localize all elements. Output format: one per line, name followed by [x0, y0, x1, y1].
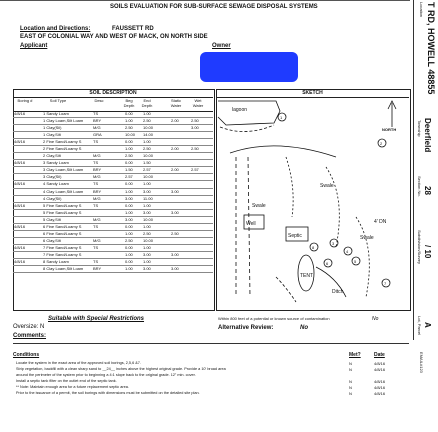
- cell-type: 5 Fine Sand/Loamy S: [43, 202, 82, 208]
- cell-beg: 1.50: [125, 167, 133, 173]
- table-row: [13, 146, 213, 153]
- cell-type: 1 Clay(Sil): [43, 125, 62, 131]
- boring-2: 2: [380, 141, 383, 146]
- cell-beg: 2.57: [125, 174, 133, 180]
- margin-rule: [413, 0, 414, 340]
- cell-beg: 0.00: [125, 181, 133, 187]
- bottom-rule: [13, 343, 409, 344]
- condition-date: 4/8/16: [374, 367, 386, 372]
- oversize-field: Oversize: N: [13, 324, 45, 330]
- condition-met: N: [349, 379, 352, 384]
- cell-end: 3.00: [143, 188, 151, 194]
- cell-beg: 0.00: [125, 223, 133, 229]
- cell-type: 4 Clay(Sil): [43, 195, 62, 201]
- cell-sw: 3.00: [171, 188, 179, 194]
- cell-beg: 1.00: [125, 188, 133, 194]
- cell-beg: 0.00: [125, 258, 133, 264]
- condition-date: 4/8/16: [374, 391, 386, 396]
- margin-township: Deerfield: [423, 118, 432, 153]
- table-row: [13, 174, 213, 181]
- table-row: [13, 125, 213, 132]
- cell-desc: M/G: [93, 153, 101, 159]
- cell-desc: BRY: [93, 167, 102, 173]
- boring-5: 5: [354, 259, 357, 264]
- contamination-value: No: [372, 316, 379, 322]
- cell-type: 8 Clay Loam,Silt Loam: [43, 266, 83, 272]
- table-row: [13, 217, 213, 224]
- cell-type: 7 Fine Sand/Loamy S: [43, 251, 82, 257]
- condition-met: N: [349, 391, 352, 396]
- condition-met: N: [349, 385, 352, 390]
- boring-8: 8: [312, 245, 315, 250]
- sketch-label-4dn: 4' DN: [374, 219, 387, 225]
- table-row: [13, 160, 213, 167]
- redaction-mark: [200, 52, 298, 82]
- condition-text: Install a septic tank filter on the outlet end of the septic tank.: [16, 379, 117, 383]
- cell-end: 10.00: [143, 174, 154, 180]
- cell-type: 5 Clay,Silt: [43, 216, 61, 222]
- cell-type: 3 Clay Loam,Silt Loam: [43, 167, 83, 173]
- cell-type: 4 Sandy Loam: [43, 181, 69, 187]
- col-wet-water: Wet Water: [192, 98, 204, 108]
- margin-lot: A: [423, 322, 432, 328]
- margin-road: T RD, HOWELL 48855: [426, 2, 436, 95]
- cell-end: 10.00: [143, 216, 154, 222]
- cell-desc: TS: [93, 139, 99, 145]
- cell-beg: 10.00: [125, 132, 136, 138]
- table-row: [13, 181, 213, 188]
- cell-bor: 4/8/16: [14, 223, 26, 229]
- cell-beg: 1.00: [125, 118, 133, 124]
- cell-beg: 1.00: [125, 230, 133, 236]
- cell-end: 2.50: [143, 146, 151, 152]
- boring-1: 1: [280, 115, 283, 120]
- cell-end: 3.00: [143, 209, 151, 215]
- cell-beg: 1.00: [125, 266, 133, 272]
- cell-desc: BRY: [93, 188, 102, 194]
- cell-end: 1.00: [143, 223, 151, 229]
- alternative-review-label: Alternative Review:: [218, 325, 274, 331]
- cell-end: 1.00: [143, 181, 151, 187]
- condition-date: 4/8/16: [374, 379, 386, 384]
- suitability-result: Suitable with Special Restrictions: [48, 316, 145, 322]
- cell-end: 2.57: [143, 167, 151, 173]
- comments-label: Comments:: [13, 333, 47, 339]
- form-title: SOILS EVALUATION FOR SUB-SURFACE SEWAGE DISPOSAL SYSTEMS: [110, 4, 318, 10]
- condition-date: 4/8/16: [374, 361, 386, 366]
- sketch-label-swale-3: Swale: [360, 235, 374, 241]
- table-row: [13, 139, 213, 146]
- cell-desc: BRY: [93, 118, 102, 124]
- boring-3: 3: [332, 241, 335, 246]
- table-row: [13, 132, 213, 139]
- cell-end: 2.50: [143, 230, 151, 236]
- cell-desc: M/G: [93, 237, 101, 243]
- location-label: Location and Directions:: [20, 26, 91, 32]
- cell-bor: 4/8/16: [14, 244, 26, 250]
- col-static-water: Static Water: [170, 98, 182, 108]
- cell-type: 1 Clay Loam,Silt Loam: [43, 118, 83, 124]
- soil-column-headers: [13, 97, 213, 112]
- cell-beg: 0.00: [125, 111, 133, 116]
- table-row: [13, 245, 213, 252]
- soil-rows: [13, 111, 213, 273]
- north-label: NORTH: [382, 127, 397, 132]
- boring-4: 4: [346, 249, 349, 254]
- cell-beg: 0.00: [125, 244, 133, 250]
- met-header: Met?: [349, 352, 361, 358]
- boring-7: 7: [384, 281, 387, 286]
- condition-met: N: [349, 361, 352, 366]
- cell-end: 10.00: [143, 125, 154, 131]
- cell-end: 1.00: [143, 244, 151, 250]
- cell-desc: M/G: [93, 216, 101, 222]
- alternative-review-value: No: [300, 325, 308, 331]
- table-row: [13, 238, 213, 245]
- sketch-label-swale-2: Swale: [320, 183, 334, 189]
- condition-text: Prior to the issuance of a permit, the soil borings with dimensions must be submitted on the detailed site plan.: [16, 391, 200, 395]
- cell-ww: 3.00: [191, 125, 199, 131]
- cell-ww: 2.57: [191, 167, 199, 173]
- boring-6: 6: [326, 261, 329, 266]
- table-row: [13, 231, 213, 238]
- col-beg: Beg Depth: [123, 98, 135, 108]
- cell-sw: 2.50: [171, 230, 179, 236]
- cell-type: 2 Fine Sand/Loamy S: [43, 139, 82, 145]
- cell-type: 6 Clay,Silt: [43, 237, 61, 243]
- margin-lot-label: Lot, Parcel: [417, 316, 422, 336]
- cell-beg: 1.00: [125, 146, 133, 152]
- cell-desc: BRY: [93, 266, 102, 272]
- lagoon-outline: [218, 101, 280, 125]
- cell-bor: 4/8/16: [14, 258, 26, 264]
- cell-bor: 4/8/16: [14, 111, 26, 116]
- contamination-label: Within 800 feet of a potential or known source of contamination: [218, 316, 330, 321]
- sketch-label-ditch: Ditch: [332, 289, 344, 295]
- sketch-label-well: Well: [246, 221, 256, 227]
- cell-end: 1.00: [143, 139, 151, 145]
- sketch-label-septic: Septic: [288, 233, 302, 239]
- cell-sw: 3.00: [171, 251, 179, 257]
- condition-met: N: [349, 367, 352, 372]
- cell-ww: 2.50: [191, 118, 199, 124]
- col-boring: Boring #: [17, 98, 33, 103]
- cell-end: 3.00: [143, 251, 151, 257]
- cell-beg: 0.00: [125, 160, 133, 166]
- sketch-header: SKETCH: [216, 89, 409, 98]
- table-row: [13, 196, 213, 203]
- cell-sw: 3.00: [171, 266, 179, 272]
- col-end: End Depth: [141, 98, 153, 108]
- cell-end: 11.00: [143, 195, 153, 201]
- cell-beg: 1.00: [125, 251, 133, 257]
- sketch-label-tent: TENT: [300, 273, 314, 279]
- location-value: FAUSSETT RD: [112, 26, 154, 32]
- margin-section: 28: [423, 186, 432, 195]
- cell-end: 1.00: [143, 111, 151, 116]
- table-row: [13, 259, 213, 266]
- table-row: [13, 266, 213, 273]
- cell-type: 2 Fine Sand/Loamy S: [43, 146, 82, 152]
- cell-desc: M/G: [93, 125, 101, 131]
- margin-section-label: Section No.: [417, 176, 422, 197]
- cell-sw: 2.00: [171, 146, 179, 152]
- cell-beg: 2.50: [125, 153, 133, 159]
- cell-beg: 2.50: [125, 237, 133, 243]
- cell-type: 1 Sandy Loam: [43, 111, 69, 116]
- cell-desc: TS: [93, 258, 99, 264]
- cell-desc: TS: [93, 181, 99, 187]
- cell-end: 1.00: [143, 202, 151, 208]
- cell-sw: 2.00: [171, 167, 179, 173]
- margin-location-label: Location: [419, 2, 424, 18]
- table-row: [13, 203, 213, 210]
- owner-label: Owner: [212, 43, 231, 49]
- cell-desc: TS: [93, 202, 99, 208]
- cell-desc: TS: [93, 160, 99, 166]
- top-rule: [0, 0, 410, 1]
- cell-type: 6 Fine Sand/Loamy S: [43, 230, 82, 236]
- cell-beg: 1.00: [125, 209, 133, 215]
- cell-beg: 0.00: [125, 139, 133, 145]
- table-row: [13, 224, 213, 231]
- cell-bor: 4/8/16: [14, 160, 26, 166]
- cell-end: 2.50: [143, 118, 151, 124]
- cell-desc: M/G: [93, 195, 101, 201]
- margin-township-label: Township: [417, 120, 422, 137]
- cell-end: 10.00: [143, 237, 154, 243]
- applicant-label: Applicant: [20, 43, 48, 49]
- cell-end: 10.00: [143, 153, 154, 159]
- cell-beg: 3.00: [125, 195, 133, 201]
- table-row: [13, 118, 213, 125]
- table-row: [13, 111, 213, 118]
- location-directions: EAST OF COLONIAL WAY AND WEST OF MACK, ON NORTH SIDE: [20, 34, 208, 40]
- cell-type: 6 Fine Sand/Loamy S: [43, 223, 82, 229]
- condition-date: 4/8/16: [374, 385, 386, 390]
- table-row: [13, 210, 213, 217]
- margin-subdivision-label: Subdivision/Survey: [417, 230, 422, 265]
- cell-type: 3 Clay(Sil): [43, 174, 62, 180]
- cell-type: 4 Clay Loam,Silt Loam: [43, 188, 83, 194]
- cell-desc: M/G: [93, 174, 101, 180]
- margin-number: EMAIL#123: [419, 352, 424, 373]
- cell-sw: 3.00: [171, 209, 179, 215]
- table-row: [13, 252, 213, 259]
- cell-beg: 0.00: [125, 202, 133, 208]
- table-row: [13, 153, 213, 160]
- cell-type: 5 Fine Sand/Loamy S: [43, 209, 82, 215]
- cell-bor: 4/8/16: [14, 202, 26, 208]
- conditions-title: Conditions: [13, 352, 40, 358]
- condition-text: Locate the system in the exact area of the approved soil borings, 2,5,6 &7.: [16, 361, 141, 365]
- cell-type: 7 Fine Sand/Loamy S: [43, 244, 82, 250]
- col-soil-type: Soil Type: [49, 98, 67, 103]
- cell-ww: 2.50: [191, 146, 199, 152]
- table-row: [13, 167, 213, 174]
- cell-beg: 2.50: [125, 125, 133, 131]
- cell-type: 3 Sandy Loam: [43, 160, 69, 166]
- cell-bor: 4/8/16: [14, 181, 26, 187]
- site-sketch: [216, 97, 409, 307]
- cell-desc: TS: [93, 111, 99, 116]
- cell-bor: 4/8/16: [14, 139, 26, 145]
- cell-desc: GRA: [93, 132, 102, 138]
- sketch-label-swale-1: Swale: [252, 203, 266, 209]
- cell-end: 1.50: [143, 160, 151, 166]
- col-desc: Desc: [94, 98, 104, 103]
- cell-type: 1 Clay,Silt: [43, 132, 61, 138]
- cell-desc: TS: [93, 244, 99, 250]
- cell-type: 8 Sandy Loam: [43, 258, 69, 264]
- condition-text: Strip vegetation, backfill with a clean sharp sand to __24__ inches above the highest original grade. Provide a 10' broad area: [16, 367, 226, 371]
- cell-sw: 2.00: [171, 118, 179, 124]
- cell-desc: TS: [93, 223, 99, 229]
- cell-beg: 3.00: [125, 216, 133, 222]
- margin-subdivision: / 10: [423, 245, 432, 259]
- cell-end: 14.00: [143, 132, 154, 138]
- table-row: [13, 189, 213, 196]
- sketch-label-lagoon: lagoon: [232, 107, 248, 113]
- cell-end: 3.00: [143, 266, 151, 272]
- cell-type: 2 Clay,Silt: [43, 153, 61, 159]
- cell-end: 1.00: [143, 258, 151, 264]
- date-header: Date: [374, 352, 385, 358]
- soil-table-header: SOIL DESCRIPTION: [13, 89, 213, 98]
- condition-text: ** Note: Maintain enough area for a future replacement septic area.: [16, 385, 129, 389]
- condition-text: around the perimeter of the system prior to beginning a 4:1 slope back to the original grade. 12" min. cover.: [16, 373, 196, 377]
